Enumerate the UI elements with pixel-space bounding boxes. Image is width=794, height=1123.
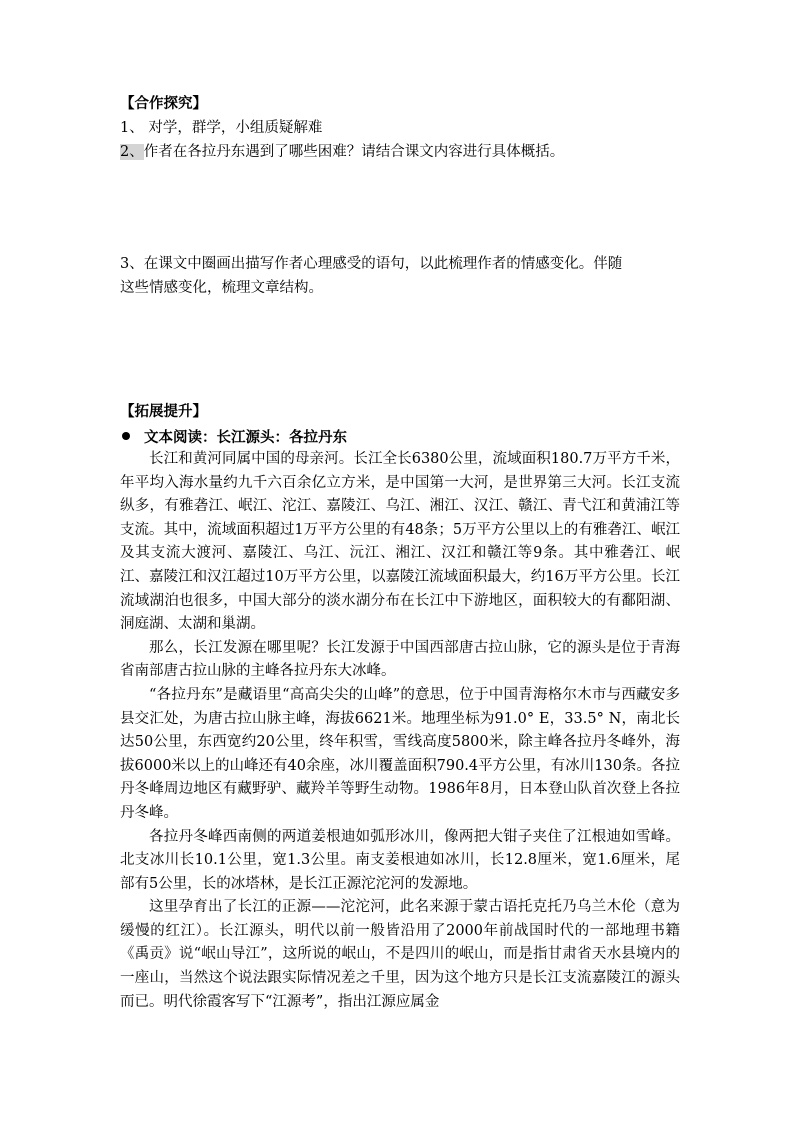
reading-title: 文本阅读：长江源头：各拉丹东 [144, 428, 347, 446]
paragraph-3: “各拉丹东”是藏语里“高高尖尖的山峰”的意思，位于中国青海格尔木市与西藏安多县交汇处，为唐古拉山脉主峰，海拔6621米。地理坐标为91.0° E，33.5° N，南北长达50公里，东西宽约20公里，终年积雪，雪线高度5800米，除主峰各拉丹冬峰外，海拔6000米以上的山峰还有40余座，冰川覆盖面积790.4平方公里，有冰川130条。各拉丹冬峰周边地区有藏野驴、藏羚羊等野生动物。1986年8月，日本登山队首次登上各拉丹冬峰。 [120, 686, 680, 821]
reading-title-row [120, 424, 680, 448]
question-2 [120, 140, 680, 164]
question-2-number[interactable]: 2、 [120, 144, 144, 160]
question-3 [120, 252, 680, 300]
paragraph-1: 长江和黄河同属中国的母亲河。长江全长6380公里，流域面积180.7万平方千米，年平均入海水量约九千六百余亿立方米，是中国第一大河，是世界第三大河。长江支流纵多，有雅砻江、岷江、沱江、嘉陵江、乌江、湘江、汉江、赣江、青弋江和黄浦江等支流。其中，流域面积超过1万平方公里的有48条；5万平方公里以上的有雅砻江、岷江及其支流大渡河、嘉陵江、乌江、沅江、湘江、汉江和赣江等9条。其中雅砻江、岷江、嘉陵江和汉江超过10万平方公里，以嘉陵江流域面积最大，约16万平方公里。长江流域湖泊也很多，中国大部分的淡水湖分布在长江中下游地区，面积较大的有鄱阳湖、洞庭湖、太湖和巢湖。 [120, 451, 680, 633]
section-heading-coop: 【合作探究】 [120, 95, 207, 112]
paragraph-5: 这里孕育出了长江的正源——沱沱河，此名来源于蒙古语托克托乃乌兰木伦（意为缓慢的红江）。长江源头，明代以前一般皆沿用了2000年前战国时代的一部地理书籍《禹贡》说“岷山导江”，这所说的岷山，不是四川的岷山，而是指甘肃省天水县境内的一座山，当然这个说法跟实际情况差之千里，因为这个地方只是长江支流嘉陵江的源头而已。明代徐霞客写下“江源考”，指出江源应属金 [120, 899, 680, 1010]
paragraph-4: 各拉丹冬峰西南侧的两道姜根迪如弧形冰川，像两把大钳子夹住了江根迪如雪峰。北支冰川长10.1公里，宽1.3公里。南支姜根迪如冰川，长12.8厘米，宽1.6厘米，尾部有5公里，长的冰塔林，是长江正源沱沱河的发源地。 [120, 828, 680, 892]
question-1: 1、 对学，群学，小组质疑解难 [120, 120, 323, 136]
section-heading-extend: 【拓展提升】 [120, 403, 207, 420]
coop-section [120, 92, 680, 164]
question-3-line-2: 这些情感变化，梳理文章结构。 [120, 280, 323, 296]
paragraph-2: 那么，长江发源在哪里呢？长江发源于中国西部唐古拉山脉，它的源头是位于青海省南部唐古拉山脉的主峰各拉丹东大冰峰。 [120, 639, 680, 680]
bullet-icon [122, 432, 130, 440]
question-2-text: 作者在各拉丹东遇到了哪些困难？请结合课文内容进行具体概括。 [143, 144, 565, 160]
extend-section [120, 400, 680, 1014]
question-3-line-1: 3、在课文中圈画出描写作者心理感受的语句，以此梳理作者的情感变化。伴随 [120, 256, 623, 272]
